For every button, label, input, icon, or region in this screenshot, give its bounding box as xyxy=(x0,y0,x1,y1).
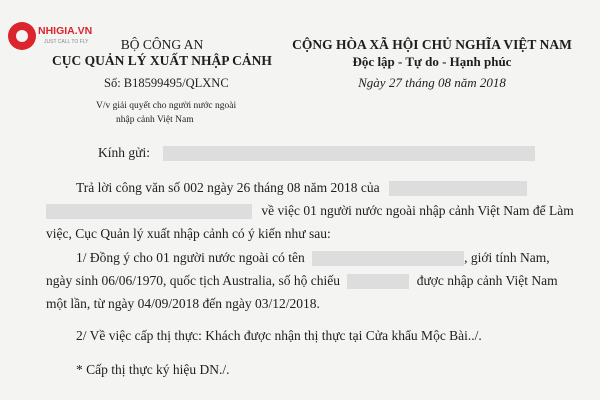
redacted-passport xyxy=(347,274,409,289)
document-number: Số: B18599495/QLXNC xyxy=(104,76,229,90)
agency-name: BỘ CÔNG AN xyxy=(120,37,204,52)
subject-line-2: nhập cảnh Việt Nam xyxy=(116,115,194,125)
redacted-name xyxy=(312,251,464,266)
document-date: Ngày 27 tháng 08 năm 2018 xyxy=(358,75,506,90)
paragraph-1-text-2: về việc 01 người nước ngoài nhập cảnh Việt Nam để Làm xyxy=(261,203,574,218)
item-1-line-3: một lần, từ ngày 04/09/2018 đến ngày 03/12/2018. xyxy=(46,296,320,311)
logo-name: NHIGIA.VN xyxy=(38,25,93,37)
subject-line xyxy=(96,99,236,127)
logo-tagline: JUST CALL TO FLY xyxy=(44,39,89,45)
issuer-block xyxy=(46,36,278,69)
redacted-recipient xyxy=(163,146,535,161)
subject-line-1: V/v giải quyết cho người nước ngoài xyxy=(96,101,237,111)
paragraph-1-line-1 xyxy=(76,180,527,196)
item-1-text-2b: được nhập cảnh Việt Nam xyxy=(416,273,558,288)
logo-mark-icon xyxy=(8,22,36,50)
item-1-line-2 xyxy=(46,273,558,289)
paragraph-1-line-2 xyxy=(46,203,574,219)
department-name: CỤC QUẢN LÝ XUẤT NHẬP CẢNH xyxy=(52,53,272,68)
redacted-sender xyxy=(389,181,527,196)
paragraph-1-text-1: Trả lời công văn số 002 ngày 26 tháng 08 năm 2018 của xyxy=(76,180,380,195)
item-1-text-1a: 1/ Đồng ý cho 01 người nước ngoài có tên xyxy=(76,250,305,265)
item-1-line-1 xyxy=(76,250,550,266)
item-1-text-1b: , giới tính Nam, xyxy=(464,250,550,265)
paragraph-1-line-3: việc, Cục Quản lý xuất nhập cảnh có ý kiến như sau: xyxy=(46,226,331,241)
greeting-label: Kính gửi: xyxy=(98,145,150,160)
redacted-sender-cont xyxy=(46,204,252,219)
greeting-line xyxy=(98,145,535,161)
item-2-line: 2/ Về việc cấp thị thực: Khách được nhận thị thực tại Cửa khẩu Mộc Bài../. xyxy=(76,328,482,343)
national-motto: Độc lập - Tự do - Hạnh phúc xyxy=(352,54,512,69)
visa-note: * Cấp thị thực ký hiệu DN./. xyxy=(76,362,230,377)
nation-title: CỘNG HÒA XÃ HỘI CHỦ NGHĨA VIỆT NAM xyxy=(292,37,572,52)
national-header xyxy=(282,36,582,93)
item-1-text-2a: ngày sinh 06/06/1970, quốc tịch Australia, số hộ chiếu xyxy=(46,273,340,288)
